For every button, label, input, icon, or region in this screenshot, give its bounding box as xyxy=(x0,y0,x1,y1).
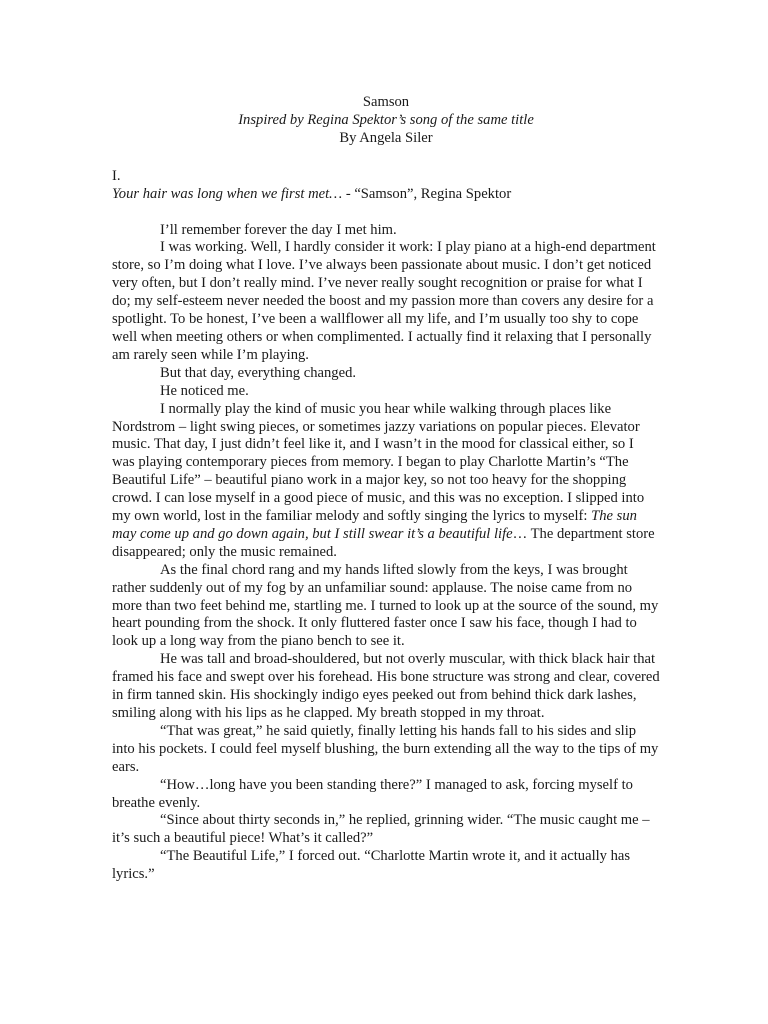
document-page xyxy=(112,86,660,884)
paragraph: “That was great,” he said quietly, finally letting his hands fall to his sides and slip into his pockets. I could feel myself blushing, the burn extending all the way to the tips of my ears. xyxy=(112,722,659,775)
epigraph xyxy=(112,186,660,204)
paragraph-text: … The department store disappeared; only the music remained. xyxy=(112,525,655,560)
paragraph: “The Beautiful Life,” I forced out. “Charlotte Martin wrote it, and it actually has lyrics.” xyxy=(112,848,631,883)
title-block xyxy=(112,94,660,148)
blank-line xyxy=(112,204,660,222)
epigraph-quote: Your hair was long when we first met… xyxy=(112,185,343,202)
paragraph: But that day, everything changed. xyxy=(160,364,357,381)
story-byline: By Angela Siler xyxy=(339,129,433,146)
paragraph: I’ll remember forever the day I met him. xyxy=(160,221,397,238)
story-title: Samson xyxy=(362,94,410,110)
paragraph: I was working. Well, I hardly consider it work: I play piano at a high-end department store, so I’m doing what I love. I’ve always been passionate about music. I don’t get noticed very often, but I don’t really mind. I’ve never really sought recognition or praise for what I do; my self-esteem never needed the boost and my passion more than covers any desire for a spotlight. To be honest, I’ve been a wallflower all my life, and I’m usually too shy to cope well when meeting others or when complimented. I actually find it relaxing that I personally am rarely seen while I’m playing. xyxy=(112,239,656,363)
paragraph xyxy=(112,401,660,562)
paragraph: He was tall and broad-shouldered, but not overly muscular, with thick black hair that framed his face and swept over his forehead. His bone structure was strong and clear, covered in firm tanned skin. His shockingly indigo eyes peeked out from behind thick dark lashes, smiling along with his lips as he clapped. My breath stopped in my throat. xyxy=(112,651,660,721)
paragraph: As the final chord rang and my hands lifted slowly from the keys, I was brought rather suddenly out of my fog by an unfamiliar sound: applause. The noise came from no more than two feet behind me, startling me. I turned to look up at the source of the sound, my heart pounding from the shock. It only fluttered faster once I saw his face, though I had to look up a long way from the piano bench to see it. xyxy=(112,561,659,650)
paragraph: “How…long have you been standing there?” I managed to ask, forcing myself to breathe evenly. xyxy=(112,776,633,811)
epigraph-source: - “Samson”, Regina Spektor xyxy=(342,185,512,202)
paragraph: He noticed me. xyxy=(160,382,249,399)
story-subtitle: Inspired by Regina Spektor’s song of the same title xyxy=(238,111,534,128)
lyrics-quote: The sun may come up and go down again, but I still swear it’s a beautiful life xyxy=(112,508,637,542)
section-number: I. xyxy=(112,167,121,184)
paragraph-text: I normally play the kind of music you hear while walking through places like Nordstrom – light swing pieces, or sometimes jazzy variations on popular pieces. Elevator music. That day, I just didn’t feel like it, and I wasn’t in the mood for classical either, so I was playing contemporary pieces from memory. I began to play Charlotte Martin’s “The Beautiful Life” – beautiful piano work in a major key, so not too heavy for the shopping crowd. I can lose myself in a good piece of music, and this was no exception. I slipped into my own world, lost in the familiar melody and softly singing the lyrics to myself: xyxy=(112,400,645,525)
paragraph: “Since about thirty seconds in,” he replied, grinning wider. “The music caught me – it’s such a beautiful piece! What’s it called?” xyxy=(112,812,650,847)
